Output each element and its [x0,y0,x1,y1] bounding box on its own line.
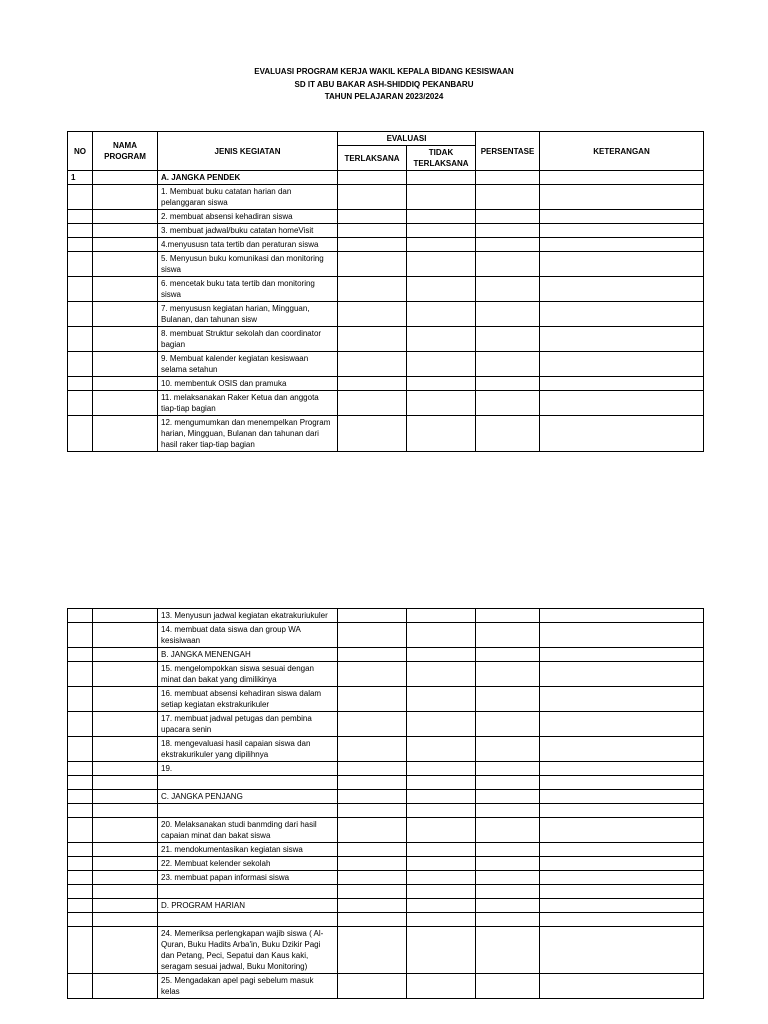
table-row [68,609,704,623]
cell-jenis-kegiatan: B. JANGKA MENENGAH [158,648,338,662]
cell-terlaksana [338,843,407,857]
cell-persentase [476,352,540,377]
cell-tidak-terlaksana [407,648,476,662]
cell-keterangan [540,857,704,871]
cell-terlaksana [338,171,407,185]
table2-body [68,609,704,999]
table1-body [68,171,704,452]
cell-terlaksana [338,776,407,790]
cell-jenis-kegiatan: 3. membuat jadwal/buku catatan homeVisit [158,224,338,238]
table-row [68,790,704,804]
cell-persentase [476,974,540,999]
cell-terlaksana [338,224,407,238]
cell-nama-program [93,818,158,843]
cell-no [68,857,93,871]
cell-keterangan [540,913,704,927]
cell-persentase [476,737,540,762]
cell-jenis-kegiatan [158,913,338,927]
cell-nama-program [93,899,158,913]
cell-jenis-kegiatan: 7. menyususn kegiatan harian, Mingguan, Bulanan, dan tahunan sisw [158,302,338,327]
cell-persentase [476,804,540,818]
cell-no [68,804,93,818]
cell-no [68,224,93,238]
cell-no [68,871,93,885]
cell-nama-program [93,185,158,210]
table-row [68,687,704,712]
cell-keterangan [540,662,704,687]
cell-tidak-terlaksana [407,416,476,452]
cell-persentase [476,712,540,737]
cell-keterangan [540,885,704,899]
cell-terlaksana [338,185,407,210]
cell-jenis-kegiatan: D. PROGRAM HARIAN [158,899,338,913]
cell-jenis-kegiatan: 25. Mengadakan apel pagi sebelum masuk kelas [158,974,338,999]
header-year: TAHUN PELAJARAN 2023/2024 [324,92,444,101]
cell-jenis-kegiatan [158,776,338,790]
cell-terlaksana [338,885,407,899]
cell-jenis-kegiatan: 19. [158,762,338,776]
cell-tidak-terlaksana [407,737,476,762]
cell-tidak-terlaksana [407,712,476,737]
cell-no [68,927,93,974]
cell-persentase [476,818,540,843]
cell-terlaksana [338,804,407,818]
cell-nama-program [93,712,158,737]
cell-keterangan [540,416,704,452]
cell-nama-program [93,238,158,252]
table-row [68,762,704,776]
table-row [68,712,704,737]
table-row [68,885,704,899]
table-row [68,327,704,352]
cell-jenis-kegiatan: 5. Menyusun buku komunikasi dan monitoring siswa [158,252,338,277]
header-title: EVALUASI PROGRAM KERJA WAKIL KEPALA BIDANG KESISWAAN [254,67,514,76]
cell-persentase [476,662,540,687]
cell-nama-program [93,352,158,377]
cell-no [68,623,93,648]
cell-no [68,327,93,352]
col-header-evaluasi: EVALUASI [338,132,476,146]
cell-tidak-terlaksana [407,899,476,913]
cell-nama-program [93,737,158,762]
cell-tidak-terlaksana [407,185,476,210]
cell-tidak-terlaksana [407,662,476,687]
cell-terlaksana [338,648,407,662]
cell-no [68,762,93,776]
cell-nama-program [93,277,158,302]
cell-nama-program [93,327,158,352]
cell-persentase [476,927,540,974]
cell-no [68,238,93,252]
cell-keterangan [540,224,704,238]
cell-nama-program [93,885,158,899]
cell-no [68,302,93,327]
cell-persentase [476,609,540,623]
table-row [68,210,704,224]
table-row [68,776,704,790]
cell-terlaksana [338,252,407,277]
cell-persentase [476,302,540,327]
cell-jenis-kegiatan: 22. Membuat kelender sekolah [158,857,338,871]
table-row [68,871,704,885]
cell-terlaksana [338,762,407,776]
cell-persentase [476,762,540,776]
cell-jenis-kegiatan [158,804,338,818]
cell-jenis-kegiatan: 24. Memeriksa perlengkapan wajib siswa ( Al-Quran, Buku Hadits Arba'in, Buku Dzikir Pagi dan Petang, Peci, Sepatui dan Kaus kaki, seragam sesuai jadwal, Buku Monitoring) [158,927,338,974]
cell-keterangan [540,171,704,185]
table-row [68,352,704,377]
cell-no [68,662,93,687]
cell-nama-program [93,377,158,391]
cell-terlaksana [338,899,407,913]
cell-terlaksana [338,327,407,352]
cell-keterangan [540,687,704,712]
cell-tidak-terlaksana [407,974,476,999]
cell-tidak-terlaksana [407,857,476,871]
cell-terlaksana [338,818,407,843]
cell-keterangan [540,712,704,737]
cell-no [68,737,93,762]
table-row [68,252,704,277]
cell-jenis-kegiatan: 23. membuat papan informasi siswa [158,871,338,885]
cell-nama-program [93,252,158,277]
cell-keterangan [540,790,704,804]
cell-persentase [476,623,540,648]
cell-tidak-terlaksana [407,623,476,648]
cell-tidak-terlaksana [407,238,476,252]
cell-persentase [476,327,540,352]
cell-nama-program [93,609,158,623]
table-row [68,843,704,857]
table-row [68,857,704,871]
cell-keterangan [540,302,704,327]
cell-terlaksana [338,737,407,762]
cell-keterangan [540,843,704,857]
cell-tidak-terlaksana [407,277,476,302]
cell-nama-program [93,416,158,452]
cell-persentase [476,277,540,302]
cell-terlaksana [338,974,407,999]
table-row [68,377,704,391]
cell-jenis-kegiatan: 20. Melaksanakan studi banmding dari hasil capaian minat dan bakat siswa [158,818,338,843]
cell-jenis-kegiatan: 12. mengumumkan dan menempelkan Program harian, Mingguan, Bulanan dan tahunan dari hasil raker tiap-tiap bagian [158,416,338,452]
cell-jenis-kegiatan: 21. mendokumentasikan kegiatan siswa [158,843,338,857]
cell-keterangan [540,927,704,974]
cell-tidak-terlaksana [407,687,476,712]
cell-persentase [476,871,540,885]
cell-tidak-terlaksana [407,210,476,224]
cell-persentase [476,857,540,871]
cell-terlaksana [338,302,407,327]
cell-no [68,377,93,391]
cell-no [68,885,93,899]
cell-persentase [476,648,540,662]
cell-jenis-kegiatan: 14. membuat data siswa dan group WA kesisiwaan [158,623,338,648]
cell-nama-program [93,762,158,776]
cell-no [68,899,93,913]
cell-terlaksana [338,609,407,623]
table-row [68,648,704,662]
cell-no: 1 [68,171,93,185]
table-row [68,224,704,238]
cell-nama-program [93,776,158,790]
cell-persentase [476,238,540,252]
cell-no [68,277,93,302]
cell-no [68,712,93,737]
col-header-terlaksana: TERLAKSANA [338,146,407,171]
cell-keterangan [540,648,704,662]
table-row [68,391,704,416]
table-row [68,662,704,687]
cell-no [68,648,93,662]
cell-persentase [476,899,540,913]
cell-persentase [476,185,540,210]
cell-no [68,776,93,790]
cell-jenis-kegiatan: C. JANGKA PENJANG [158,790,338,804]
cell-jenis-kegiatan: A. JANGKA PENDEK [158,171,338,185]
cell-no [68,252,93,277]
cell-persentase [476,224,540,238]
cell-jenis-kegiatan: 8. membuat Struktur sekolah dan coordinator bagian [158,327,338,352]
cell-terlaksana [338,790,407,804]
table-row [68,974,704,999]
cell-nama-program [93,662,158,687]
cell-keterangan [540,737,704,762]
cell-keterangan [540,327,704,352]
cell-terlaksana [338,927,407,974]
cell-tidak-terlaksana [407,327,476,352]
cell-keterangan [540,185,704,210]
cell-no [68,974,93,999]
cell-terlaksana [338,416,407,452]
cell-tidak-terlaksana [407,776,476,790]
cell-tidak-terlaksana [407,302,476,327]
cell-terlaksana [338,662,407,687]
cell-keterangan [540,252,704,277]
cell-keterangan [540,899,704,913]
cell-no [68,352,93,377]
cell-persentase [476,210,540,224]
cell-nama-program [93,687,158,712]
table-row [68,623,704,648]
header-school: SD IT ABU BAKAR ASH-SHIDDIQ PEKANBARU [294,79,474,89]
cell-terlaksana [338,352,407,377]
cell-jenis-kegiatan: 15. mengelompokkan siswa sesuai dengan minat dan bakat yang dimilikinya [158,662,338,687]
document-header [0,66,768,104]
cell-terlaksana [338,857,407,871]
table-row [68,185,704,210]
cell-nama-program [93,843,158,857]
cell-nama-program [93,790,158,804]
col-header-tidak-terlaksana: TIDAK TERLAKSANA [407,146,476,171]
cell-tidak-terlaksana [407,609,476,623]
evaluation-table-page2 [67,608,704,999]
cell-keterangan [540,762,704,776]
cell-persentase [476,416,540,452]
cell-jenis-kegiatan: 2. membuat absensi kehadiran siswa [158,210,338,224]
cell-terlaksana [338,871,407,885]
cell-terlaksana [338,623,407,648]
cell-nama-program [93,171,158,185]
cell-nama-program [93,871,158,885]
cell-tidak-terlaksana [407,171,476,185]
cell-jenis-kegiatan: 18. mengevaluasi hasil capaian siswa dan ekstrakurikuler yang dipilihnya [158,737,338,762]
cell-tidak-terlaksana [407,224,476,238]
cell-no [68,210,93,224]
cell-keterangan [540,609,704,623]
cell-terlaksana [338,712,407,737]
cell-nama-program [93,927,158,974]
cell-keterangan [540,804,704,818]
cell-terlaksana [338,687,407,712]
cell-no [68,609,93,623]
cell-keterangan [540,776,704,790]
evaluation-table-page1 [67,131,704,452]
cell-jenis-kegiatan [158,885,338,899]
cell-tidak-terlaksana [407,913,476,927]
cell-keterangan [540,377,704,391]
cell-keterangan [540,818,704,843]
cell-tidak-terlaksana [407,871,476,885]
table-row [68,899,704,913]
cell-tidak-terlaksana [407,885,476,899]
cell-nama-program [93,804,158,818]
cell-nama-program [93,623,158,648]
cell-tidak-terlaksana [407,843,476,857]
col-header-jenis-kegiatan: JENIS KEGIATAN [158,132,338,171]
cell-keterangan [540,391,704,416]
cell-tidak-terlaksana [407,352,476,377]
cell-terlaksana [338,913,407,927]
cell-nama-program [93,224,158,238]
cell-no [68,790,93,804]
cell-nama-program [93,302,158,327]
col-header-persentase: PERSENTASE [476,132,540,171]
cell-jenis-kegiatan: 9. Membuat kalender kegiatan kesiswaan selama setahun [158,352,338,377]
cell-persentase [476,252,540,277]
cell-keterangan [540,352,704,377]
cell-terlaksana [338,238,407,252]
cell-jenis-kegiatan: 17. membuat jadwal petugas dan pembina upacara senin [158,712,338,737]
cell-terlaksana [338,277,407,302]
cell-no [68,843,93,857]
cell-persentase [476,913,540,927]
cell-keterangan [540,277,704,302]
cell-jenis-kegiatan: 16. membuat absensi kehadiran siswa dalam setiap kegiatan ekstrakurikuler [158,687,338,712]
cell-jenis-kegiatan: 6. mencetak buku tata tertib dan monitoring siswa [158,277,338,302]
cell-jenis-kegiatan: 13. Menyusun jadwal kegiatan ekatrakuriukuler [158,609,338,623]
cell-persentase [476,885,540,899]
cell-keterangan [540,974,704,999]
cell-persentase [476,776,540,790]
cell-tidak-terlaksana [407,818,476,843]
cell-no [68,391,93,416]
table-row [68,277,704,302]
table-row [68,913,704,927]
table-row [68,737,704,762]
cell-keterangan [540,623,704,648]
cell-terlaksana [338,210,407,224]
col-header-keterangan: KETERANGAN [540,132,704,171]
cell-keterangan [540,210,704,224]
table-row [68,416,704,452]
cell-persentase [476,687,540,712]
cell-persentase [476,843,540,857]
cell-no [68,687,93,712]
cell-no [68,818,93,843]
cell-tidak-terlaksana [407,762,476,776]
cell-nama-program [93,974,158,999]
cell-terlaksana [338,391,407,416]
cell-keterangan [540,871,704,885]
cell-tidak-terlaksana [407,391,476,416]
cell-nama-program [93,857,158,871]
cell-persentase [476,391,540,416]
cell-tidak-terlaksana [407,252,476,277]
cell-terlaksana [338,377,407,391]
table-row [68,818,704,843]
cell-no [68,913,93,927]
cell-tidak-terlaksana [407,804,476,818]
cell-nama-program [93,648,158,662]
cell-no [68,416,93,452]
cell-nama-program [93,210,158,224]
col-header-nama-program: NAMA PROGRAM [93,132,158,171]
cell-tidak-terlaksana [407,790,476,804]
cell-tidak-terlaksana [407,927,476,974]
cell-keterangan [540,238,704,252]
cell-no [68,185,93,210]
cell-persentase [476,171,540,185]
table-row [68,238,704,252]
cell-nama-program [93,391,158,416]
cell-jenis-kegiatan: 1. Membuat buku catatan harian dan pelanggaran siswa [158,185,338,210]
cell-persentase [476,790,540,804]
cell-persentase [476,377,540,391]
cell-jenis-kegiatan: 4.menyususn tata tertib dan peraturan siswa [158,238,338,252]
table-row [68,171,704,185]
col-header-no: NO [68,132,93,171]
table-row [68,927,704,974]
cell-nama-program [93,913,158,927]
cell-jenis-kegiatan: 11. melaksanakan Raker Ketua dan anggota tiap-tiap bagian [158,391,338,416]
table-row [68,804,704,818]
table-row [68,302,704,327]
cell-jenis-kegiatan: 10. membentuk OSIS dan pramuka [158,377,338,391]
cell-tidak-terlaksana [407,377,476,391]
